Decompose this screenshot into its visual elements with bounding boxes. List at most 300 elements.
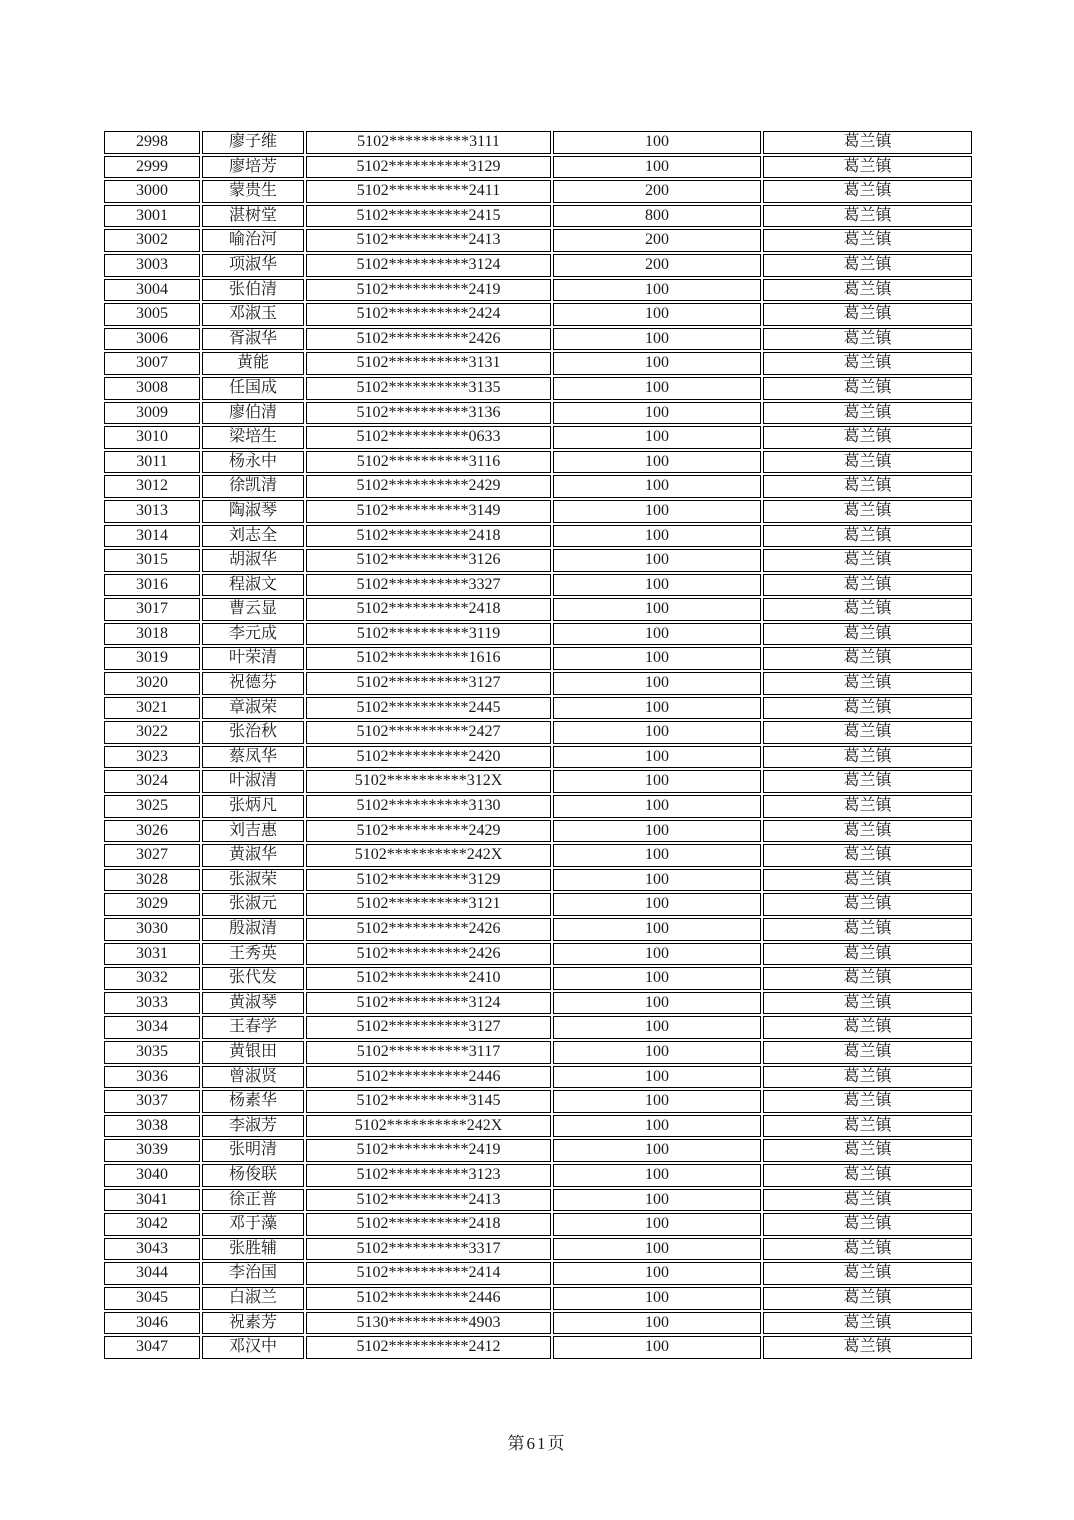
cell-masked-id-number: 5102**********2426	[306, 943, 551, 966]
cell-person-name: 邓淑玉	[202, 303, 304, 326]
cell-town: 葛兰镇	[763, 525, 972, 548]
cell-serial-number: 3024	[104, 770, 200, 793]
cell-amount: 100	[553, 1139, 761, 1162]
cell-masked-id-number: 5102**********2413	[306, 1189, 551, 1212]
cell-person-name: 徐凯清	[202, 475, 304, 498]
cell-town: 葛兰镇	[763, 746, 972, 769]
table-row	[104, 180, 972, 203]
cell-amount: 100	[553, 1164, 761, 1187]
cell-person-name: 祝素芳	[202, 1312, 304, 1335]
cell-masked-id-number: 5102**********2413	[306, 229, 551, 252]
table-row	[104, 574, 972, 597]
cell-serial-number: 3040	[104, 1164, 200, 1187]
table-row	[104, 1164, 972, 1187]
cell-amount: 100	[553, 647, 761, 670]
cell-amount: 100	[553, 992, 761, 1015]
cell-masked-id-number: 5102**********3119	[306, 623, 551, 646]
cell-person-name: 徐正普	[202, 1189, 304, 1212]
cell-serial-number: 3001	[104, 205, 200, 228]
cell-serial-number: 3018	[104, 623, 200, 646]
table-row	[104, 205, 972, 228]
cell-masked-id-number: 5102**********3135	[306, 377, 551, 400]
cell-masked-id-number: 5102**********2412	[306, 1336, 551, 1359]
cell-person-name: 项淑华	[202, 254, 304, 277]
cell-serial-number: 3002	[104, 229, 200, 252]
cell-town: 葛兰镇	[763, 770, 972, 793]
table-row	[104, 918, 972, 941]
cell-serial-number: 2999	[104, 156, 200, 179]
table-row	[104, 746, 972, 769]
cell-serial-number: 3031	[104, 943, 200, 966]
cell-town: 葛兰镇	[763, 893, 972, 916]
cell-masked-id-number: 5102**********2426	[306, 918, 551, 941]
cell-serial-number: 3020	[104, 672, 200, 695]
table-row	[104, 869, 972, 892]
cell-town: 葛兰镇	[763, 721, 972, 744]
cell-serial-number: 3045	[104, 1287, 200, 1310]
cell-serial-number: 3036	[104, 1066, 200, 1089]
cell-town: 葛兰镇	[763, 180, 972, 203]
cell-person-name: 王秀英	[202, 943, 304, 966]
cell-masked-id-number: 5102**********3136	[306, 402, 551, 425]
cell-person-name: 刘吉惠	[202, 820, 304, 843]
table-row	[104, 893, 972, 916]
cell-amount: 100	[553, 328, 761, 351]
cell-serial-number: 3009	[104, 402, 200, 425]
cell-person-name: 李治国	[202, 1262, 304, 1285]
cell-person-name: 张代发	[202, 967, 304, 990]
cell-serial-number: 3003	[104, 254, 200, 277]
cell-amount: 100	[553, 426, 761, 449]
table-row	[104, 156, 972, 179]
cell-person-name: 廖培芳	[202, 156, 304, 179]
cell-masked-id-number: 5102**********3123	[306, 1164, 551, 1187]
cell-amount: 100	[553, 156, 761, 179]
cell-town: 葛兰镇	[763, 1115, 972, 1138]
cell-person-name: 刘志全	[202, 525, 304, 548]
table-row	[104, 1090, 972, 1113]
table-row	[104, 500, 972, 523]
cell-town: 葛兰镇	[763, 549, 972, 572]
cell-town: 葛兰镇	[763, 672, 972, 695]
cell-person-name: 王春学	[202, 1016, 304, 1039]
cell-person-name: 廖子维	[202, 131, 304, 154]
cell-town: 葛兰镇	[763, 795, 972, 818]
cell-serial-number: 3005	[104, 303, 200, 326]
cell-town: 葛兰镇	[763, 598, 972, 621]
table-row	[104, 451, 972, 474]
table-row	[104, 377, 972, 400]
cell-town: 葛兰镇	[763, 943, 972, 966]
cell-serial-number: 3004	[104, 279, 200, 302]
cell-amount: 100	[553, 918, 761, 941]
cell-person-name: 祝德芬	[202, 672, 304, 695]
cell-person-name: 喻治河	[202, 229, 304, 252]
cell-serial-number: 3016	[104, 574, 200, 597]
cell-masked-id-number: 5102**********3149	[306, 500, 551, 523]
cell-amount: 100	[553, 1115, 761, 1138]
cell-masked-id-number: 5102**********3145	[306, 1090, 551, 1113]
table-row	[104, 475, 972, 498]
cell-masked-id-number: 5102**********2418	[306, 1213, 551, 1236]
cell-town: 葛兰镇	[763, 328, 972, 351]
cell-person-name: 张胜辅	[202, 1238, 304, 1261]
cell-town: 葛兰镇	[763, 844, 972, 867]
table-row	[104, 402, 972, 425]
cell-amount: 100	[553, 1041, 761, 1064]
cell-amount: 200	[553, 180, 761, 203]
cell-person-name: 梁培生	[202, 426, 304, 449]
cell-masked-id-number: 5102**********2429	[306, 475, 551, 498]
cell-person-name: 张明清	[202, 1139, 304, 1162]
cell-masked-id-number: 5102**********3127	[306, 672, 551, 695]
cell-amount: 800	[553, 205, 761, 228]
cell-person-name: 张炳凡	[202, 795, 304, 818]
cell-serial-number: 3041	[104, 1189, 200, 1212]
cell-serial-number: 3012	[104, 475, 200, 498]
cell-amount: 100	[553, 377, 761, 400]
cell-town: 葛兰镇	[763, 574, 972, 597]
cell-amount: 100	[553, 303, 761, 326]
cell-serial-number: 3030	[104, 918, 200, 941]
cell-serial-number: 2998	[104, 131, 200, 154]
table-row	[104, 131, 972, 154]
cell-serial-number: 3032	[104, 967, 200, 990]
cell-masked-id-number: 5102**********2429	[306, 820, 551, 843]
table-row	[104, 426, 972, 449]
cell-serial-number: 3046	[104, 1312, 200, 1335]
cell-person-name: 邓于藻	[202, 1213, 304, 1236]
table-row	[104, 1016, 972, 1039]
table-row	[104, 279, 972, 302]
cell-amount: 100	[553, 1287, 761, 1310]
cell-amount: 200	[553, 229, 761, 252]
cell-town: 葛兰镇	[763, 156, 972, 179]
cell-masked-id-number: 5102**********3124	[306, 254, 551, 277]
cell-town: 葛兰镇	[763, 254, 972, 277]
cell-amount: 100	[553, 352, 761, 375]
cell-town: 葛兰镇	[763, 1164, 972, 1187]
cell-amount: 100	[553, 623, 761, 646]
cell-masked-id-number: 5102**********1616	[306, 647, 551, 670]
table-row	[104, 598, 972, 621]
cell-town: 葛兰镇	[763, 623, 972, 646]
cell-amount: 100	[553, 967, 761, 990]
cell-masked-id-number: 5102**********2418	[306, 598, 551, 621]
cell-town: 葛兰镇	[763, 303, 972, 326]
cell-amount: 200	[553, 254, 761, 277]
table-row	[104, 844, 972, 867]
cell-town: 葛兰镇	[763, 992, 972, 1015]
cell-town: 葛兰镇	[763, 1238, 972, 1261]
cell-town: 葛兰镇	[763, 918, 972, 941]
cell-masked-id-number: 5102**********2445	[306, 697, 551, 720]
cell-town: 葛兰镇	[763, 1336, 972, 1359]
cell-masked-id-number: 5102**********2426	[306, 328, 551, 351]
cell-masked-id-number: 5102**********3116	[306, 451, 551, 474]
cell-person-name: 黄能	[202, 352, 304, 375]
cell-town: 葛兰镇	[763, 475, 972, 498]
cell-town: 葛兰镇	[763, 1090, 972, 1113]
cell-person-name: 叶淑清	[202, 770, 304, 793]
table-row	[104, 967, 972, 990]
cell-masked-id-number: 5102**********3129	[306, 156, 551, 179]
cell-masked-id-number: 5102**********2415	[306, 205, 551, 228]
cell-person-name: 张治秋	[202, 721, 304, 744]
cell-masked-id-number: 5102**********2419	[306, 279, 551, 302]
cell-town: 葛兰镇	[763, 279, 972, 302]
cell-person-name: 曾淑贤	[202, 1066, 304, 1089]
cell-amount: 100	[553, 721, 761, 744]
cell-masked-id-number: 5102**********312X	[306, 770, 551, 793]
cell-amount: 100	[553, 1262, 761, 1285]
cell-serial-number: 3025	[104, 795, 200, 818]
cell-masked-id-number: 5102**********3317	[306, 1238, 551, 1261]
cell-masked-id-number: 5102**********2446	[306, 1287, 551, 1310]
cell-amount: 100	[553, 451, 761, 474]
cell-serial-number: 3026	[104, 820, 200, 843]
table-row	[104, 943, 972, 966]
cell-serial-number: 3021	[104, 697, 200, 720]
cell-town: 葛兰镇	[763, 1312, 972, 1335]
table-row	[104, 1139, 972, 1162]
cell-masked-id-number: 5102**********2420	[306, 746, 551, 769]
cell-serial-number: 3017	[104, 598, 200, 621]
cell-person-name: 白淑兰	[202, 1287, 304, 1310]
cell-person-name: 张淑元	[202, 893, 304, 916]
cell-amount: 100	[553, 131, 761, 154]
cell-amount: 100	[553, 525, 761, 548]
table-row	[104, 1213, 972, 1236]
cell-amount: 100	[553, 770, 761, 793]
cell-person-name: 邓汉中	[202, 1336, 304, 1359]
cell-amount: 100	[553, 869, 761, 892]
cell-serial-number: 3027	[104, 844, 200, 867]
table-row	[104, 1336, 972, 1359]
cell-town: 葛兰镇	[763, 352, 972, 375]
cell-person-name: 殷淑清	[202, 918, 304, 941]
cell-town: 葛兰镇	[763, 1016, 972, 1039]
table-row	[104, 623, 972, 646]
cell-masked-id-number: 5102**********2427	[306, 721, 551, 744]
cell-serial-number: 3044	[104, 1262, 200, 1285]
table-row	[104, 795, 972, 818]
cell-masked-id-number: 5102**********242X	[306, 1115, 551, 1138]
table-row	[104, 1287, 972, 1310]
cell-person-name: 章淑荣	[202, 697, 304, 720]
cell-town: 葛兰镇	[763, 131, 972, 154]
cell-masked-id-number: 5102**********3127	[306, 1016, 551, 1039]
cell-masked-id-number: 5102**********2424	[306, 303, 551, 326]
cell-town: 葛兰镇	[763, 1139, 972, 1162]
table-row	[104, 549, 972, 572]
cell-amount: 100	[553, 500, 761, 523]
cell-person-name: 胡淑华	[202, 549, 304, 572]
cell-person-name: 杨永中	[202, 451, 304, 474]
cell-serial-number: 3010	[104, 426, 200, 449]
cell-person-name: 陶淑琴	[202, 500, 304, 523]
cell-amount: 100	[553, 1213, 761, 1236]
cell-masked-id-number: 5102**********0633	[306, 426, 551, 449]
table-row	[104, 1115, 972, 1138]
cell-town: 葛兰镇	[763, 1041, 972, 1064]
table-row	[104, 1238, 972, 1261]
cell-serial-number: 3006	[104, 328, 200, 351]
cell-person-name: 张伯清	[202, 279, 304, 302]
table-row	[104, 820, 972, 843]
cell-masked-id-number: 5102**********3327	[306, 574, 551, 597]
cell-serial-number: 3043	[104, 1238, 200, 1261]
cell-amount: 100	[553, 1312, 761, 1335]
cell-masked-id-number: 5102**********3131	[306, 352, 551, 375]
cell-serial-number: 3007	[104, 352, 200, 375]
cell-serial-number: 3039	[104, 1139, 200, 1162]
table-row	[104, 992, 972, 1015]
cell-amount: 100	[553, 1189, 761, 1212]
cell-serial-number: 3008	[104, 377, 200, 400]
cell-amount: 100	[553, 697, 761, 720]
cell-serial-number: 3014	[104, 525, 200, 548]
cell-masked-id-number: 5102**********3117	[306, 1041, 551, 1064]
table-row	[104, 328, 972, 351]
cell-person-name: 湛树堂	[202, 205, 304, 228]
cell-serial-number: 3034	[104, 1016, 200, 1039]
table-row	[104, 525, 972, 548]
cell-amount: 100	[553, 402, 761, 425]
table-row	[104, 721, 972, 744]
cell-serial-number: 3022	[104, 721, 200, 744]
table-row	[104, 647, 972, 670]
cell-masked-id-number: 5102**********2411	[306, 180, 551, 203]
table-row	[104, 1066, 972, 1089]
cell-amount: 100	[553, 893, 761, 916]
table-row	[104, 1041, 972, 1064]
cell-masked-id-number: 5102**********2446	[306, 1066, 551, 1089]
table-row	[104, 1189, 972, 1212]
cell-town: 葛兰镇	[763, 1213, 972, 1236]
cell-town: 葛兰镇	[763, 500, 972, 523]
cell-serial-number: 3013	[104, 500, 200, 523]
cell-town: 葛兰镇	[763, 1262, 972, 1285]
table-row	[104, 303, 972, 326]
cell-amount: 100	[553, 1336, 761, 1359]
cell-masked-id-number: 5102**********3124	[306, 992, 551, 1015]
cell-town: 葛兰镇	[763, 377, 972, 400]
cell-masked-id-number: 5102**********2418	[306, 525, 551, 548]
cell-masked-id-number: 5102**********3129	[306, 869, 551, 892]
table-row	[104, 1312, 972, 1335]
cell-amount: 100	[553, 279, 761, 302]
roster-table-body	[104, 131, 972, 1359]
cell-amount: 100	[553, 1238, 761, 1261]
cell-amount: 100	[553, 943, 761, 966]
cell-town: 葛兰镇	[763, 402, 972, 425]
table-row	[104, 352, 972, 375]
cell-person-name: 曹云显	[202, 598, 304, 621]
cell-person-name: 胥淑华	[202, 328, 304, 351]
cell-person-name: 张淑荣	[202, 869, 304, 892]
cell-serial-number: 3029	[104, 893, 200, 916]
cell-masked-id-number: 5130**********4903	[306, 1312, 551, 1335]
cell-amount: 100	[553, 1016, 761, 1039]
cell-town: 葛兰镇	[763, 697, 972, 720]
cell-town: 葛兰镇	[763, 967, 972, 990]
cell-amount: 100	[553, 598, 761, 621]
cell-person-name: 程淑文	[202, 574, 304, 597]
cell-serial-number: 3019	[104, 647, 200, 670]
cell-serial-number: 3042	[104, 1213, 200, 1236]
cell-masked-id-number: 5102**********2419	[306, 1139, 551, 1162]
cell-town: 葛兰镇	[763, 426, 972, 449]
cell-masked-id-number: 5102**********242X	[306, 844, 551, 867]
cell-person-name: 李淑芳	[202, 1115, 304, 1138]
cell-masked-id-number: 5102**********2414	[306, 1262, 551, 1285]
cell-masked-id-number: 5102**********3121	[306, 893, 551, 916]
cell-amount: 100	[553, 1066, 761, 1089]
cell-amount: 100	[553, 672, 761, 695]
cell-serial-number: 3037	[104, 1090, 200, 1113]
cell-person-name: 蒙贵生	[202, 180, 304, 203]
table-row	[104, 254, 972, 277]
cell-person-name: 廖伯清	[202, 402, 304, 425]
cell-person-name: 杨俊联	[202, 1164, 304, 1187]
cell-amount: 100	[553, 1090, 761, 1113]
cell-amount: 100	[553, 795, 761, 818]
cell-person-name: 杨素华	[202, 1090, 304, 1113]
payment-roster-table	[102, 129, 974, 1361]
cell-serial-number: 3047	[104, 1336, 200, 1359]
cell-town: 葛兰镇	[763, 647, 972, 670]
table-row	[104, 770, 972, 793]
cell-amount: 100	[553, 475, 761, 498]
cell-serial-number: 3035	[104, 1041, 200, 1064]
cell-amount: 100	[553, 820, 761, 843]
cell-amount: 100	[553, 844, 761, 867]
cell-town: 葛兰镇	[763, 451, 972, 474]
cell-person-name: 黄银田	[202, 1041, 304, 1064]
cell-town: 葛兰镇	[763, 820, 972, 843]
cell-serial-number: 3033	[104, 992, 200, 1015]
cell-amount: 100	[553, 746, 761, 769]
cell-serial-number: 3015	[104, 549, 200, 572]
table-row	[104, 1262, 972, 1285]
cell-town: 葛兰镇	[763, 869, 972, 892]
cell-serial-number: 3011	[104, 451, 200, 474]
cell-serial-number: 3023	[104, 746, 200, 769]
cell-town: 葛兰镇	[763, 229, 972, 252]
cell-amount: 100	[553, 549, 761, 572]
cell-town: 葛兰镇	[763, 205, 972, 228]
cell-serial-number: 3038	[104, 1115, 200, 1138]
table-row	[104, 229, 972, 252]
cell-person-name: 黄淑琴	[202, 992, 304, 1015]
cell-person-name: 黄淑华	[202, 844, 304, 867]
cell-serial-number: 3000	[104, 180, 200, 203]
cell-masked-id-number: 5102**********2410	[306, 967, 551, 990]
table-row	[104, 672, 972, 695]
table-row	[104, 697, 972, 720]
cell-serial-number: 3028	[104, 869, 200, 892]
cell-masked-id-number: 5102**********3111	[306, 131, 551, 154]
cell-person-name: 任国成	[202, 377, 304, 400]
cell-town: 葛兰镇	[763, 1066, 972, 1089]
page-number-footer: 第61页	[507, 1434, 567, 1453]
cell-amount: 100	[553, 574, 761, 597]
cell-masked-id-number: 5102**********3126	[306, 549, 551, 572]
cell-person-name: 李元成	[202, 623, 304, 646]
cell-town: 葛兰镇	[763, 1189, 972, 1212]
cell-person-name: 叶荣清	[202, 647, 304, 670]
